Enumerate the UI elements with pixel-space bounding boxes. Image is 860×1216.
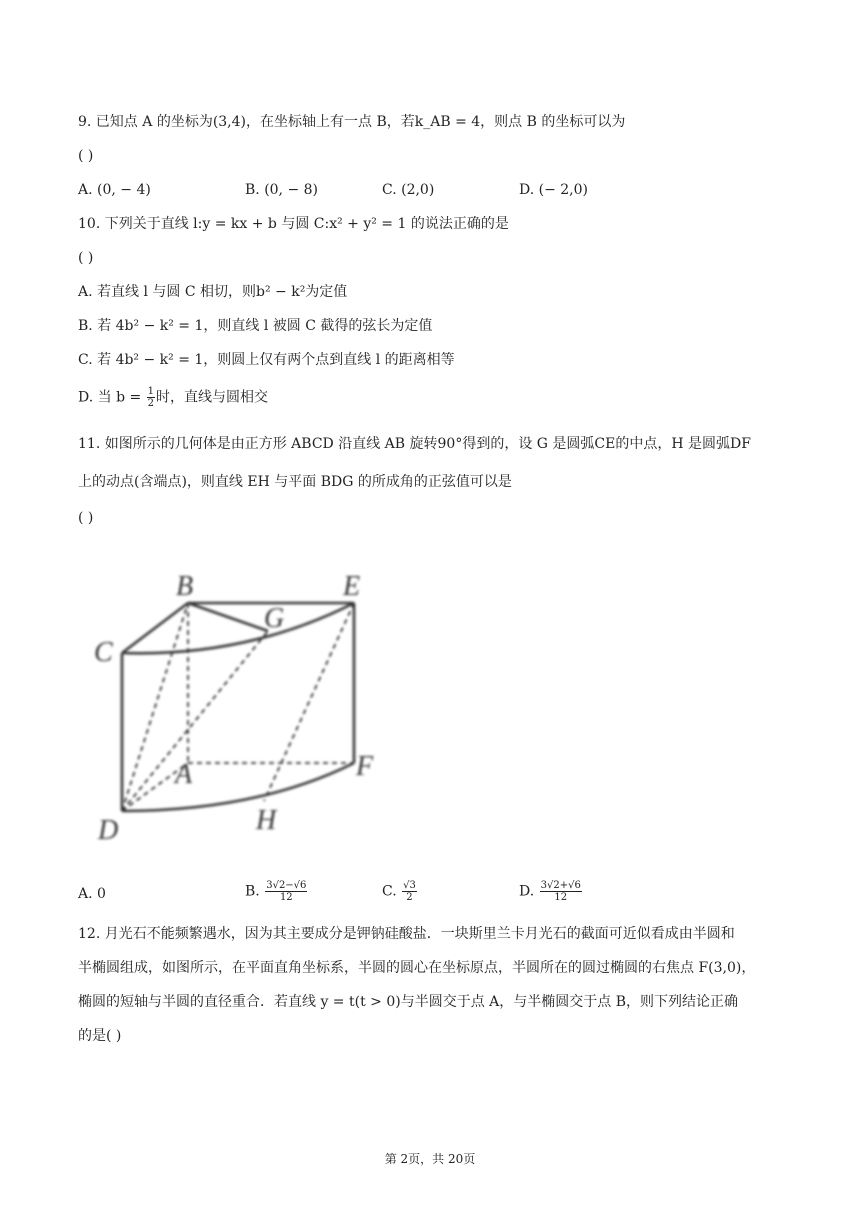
label-a: A (175, 759, 193, 790)
q10-option-b: B. 若 4b² − k² = 1，则直线 l 被圆 C 截得的弦长为定值 (78, 318, 433, 334)
q9-option-d: D. (− 2,0) (519, 182, 588, 198)
label-c: C (94, 637, 113, 668)
q12-stem-line2: 半椭圆组成，如图所示，在平面直角坐标系，半圆的圆心在坐标原点，半圆所在的圆过椭圆的右焦点 F(3,0)， (78, 960, 756, 976)
q10-option-d (78, 386, 268, 409)
q9-stem: 9. 已知点 A 的坐标为(3,4)，在坐标轴上有一点 B，若k_AB = 4，则点 B 的坐标可以为 (78, 114, 626, 130)
q10-option-d-fraction (147, 386, 155, 409)
q11-stem-line2: 上的动点(含端点)，则直线 EH 与平面 BDG 的所成角的正弦值可以是 (78, 474, 512, 490)
label-e: E (343, 571, 361, 602)
fraction-denominator: 2 (406, 892, 413, 903)
q11-answer-paren: ( ) (78, 510, 94, 526)
q9-option-b: B. (0, − 8) (245, 182, 319, 198)
label-g: G (264, 603, 285, 634)
fraction-numerator: 1 (147, 386, 155, 397)
q11-option-b-fraction (265, 880, 307, 903)
q11-option-c (382, 880, 418, 903)
q11-option-d (519, 880, 583, 903)
q10-option-d-suffix: 时，直线与圆相交 (156, 389, 269, 406)
q11-option-b-prefix: B. (245, 883, 265, 900)
fraction-numerator: √3 (403, 880, 416, 891)
q11-option-c-fraction (402, 880, 417, 903)
q12-stem-line1: 12. 月光石不能频繁遇水，因为其主要成分是钾钠硅酸盐．一块斯里兰卡月光石的截面可近似看成由半圆和 (78, 926, 735, 942)
q9-answer-paren: ( ) (78, 148, 94, 164)
q11-stem-line1: 11. 如图所示的几何体是由正方形 ABCD 沿直线 AB 旋转90°得到的，设 G 是圆弧CE的中点，H 是圆弧DF (78, 436, 751, 452)
q10-option-a: A. 若直线 l 与圆 C 相切，则b² − k²为定值 (78, 284, 348, 300)
label-d: D (98, 815, 119, 845)
label-b: B (176, 571, 194, 602)
fraction-denominator: 12 (279, 892, 293, 903)
q9-option-a: A. (0, − 4) (78, 182, 151, 198)
q12-stem-line4: 的是( ) (78, 1028, 122, 1044)
q10-option-d-prefix: D. 当 b = (78, 389, 146, 406)
geometry-figure (88, 565, 398, 845)
edge-CB (122, 603, 188, 653)
q11-option-d-fraction (540, 880, 582, 903)
fraction-numerator: 3√2−√6 (266, 880, 307, 891)
q11-option-a: A. 0 (78, 886, 106, 902)
segment-DG (122, 631, 268, 811)
q10-answer-paren: ( ) (78, 250, 94, 266)
q11-option-d-prefix: D. (519, 883, 539, 900)
fraction-denominator: 12 (554, 892, 568, 903)
q10-option-c: C. 若 4b² − k² = 1，则圆上仅有两个点到直线 l 的距离相等 (78, 352, 455, 368)
fraction-numerator: 3√2+√6 (540, 880, 581, 891)
q9-option-c: C. (2,0) (382, 182, 435, 198)
label-h: H (256, 805, 277, 836)
label-f: F (356, 751, 374, 782)
arc-DF (122, 763, 354, 811)
q12-stem-line3: 椭圆的短轴与半圆的直径重合．若直线 y = t(t > 0)与半圆交于点 A，与半椭圆交于点 B，则下列结论正确 (78, 994, 739, 1010)
q11-option-b (245, 880, 308, 903)
page-footer: 第 2页，共 20页 (384, 1152, 476, 1166)
fraction-denominator: 2 (147, 398, 155, 409)
q11-option-c-prefix: C. (382, 883, 402, 900)
edge-BG (188, 603, 268, 631)
q10-stem: 10. 下列关于直线 l:y = kx + b 与圆 C:x² + y² = 1 的说法正确的是 (78, 216, 509, 232)
